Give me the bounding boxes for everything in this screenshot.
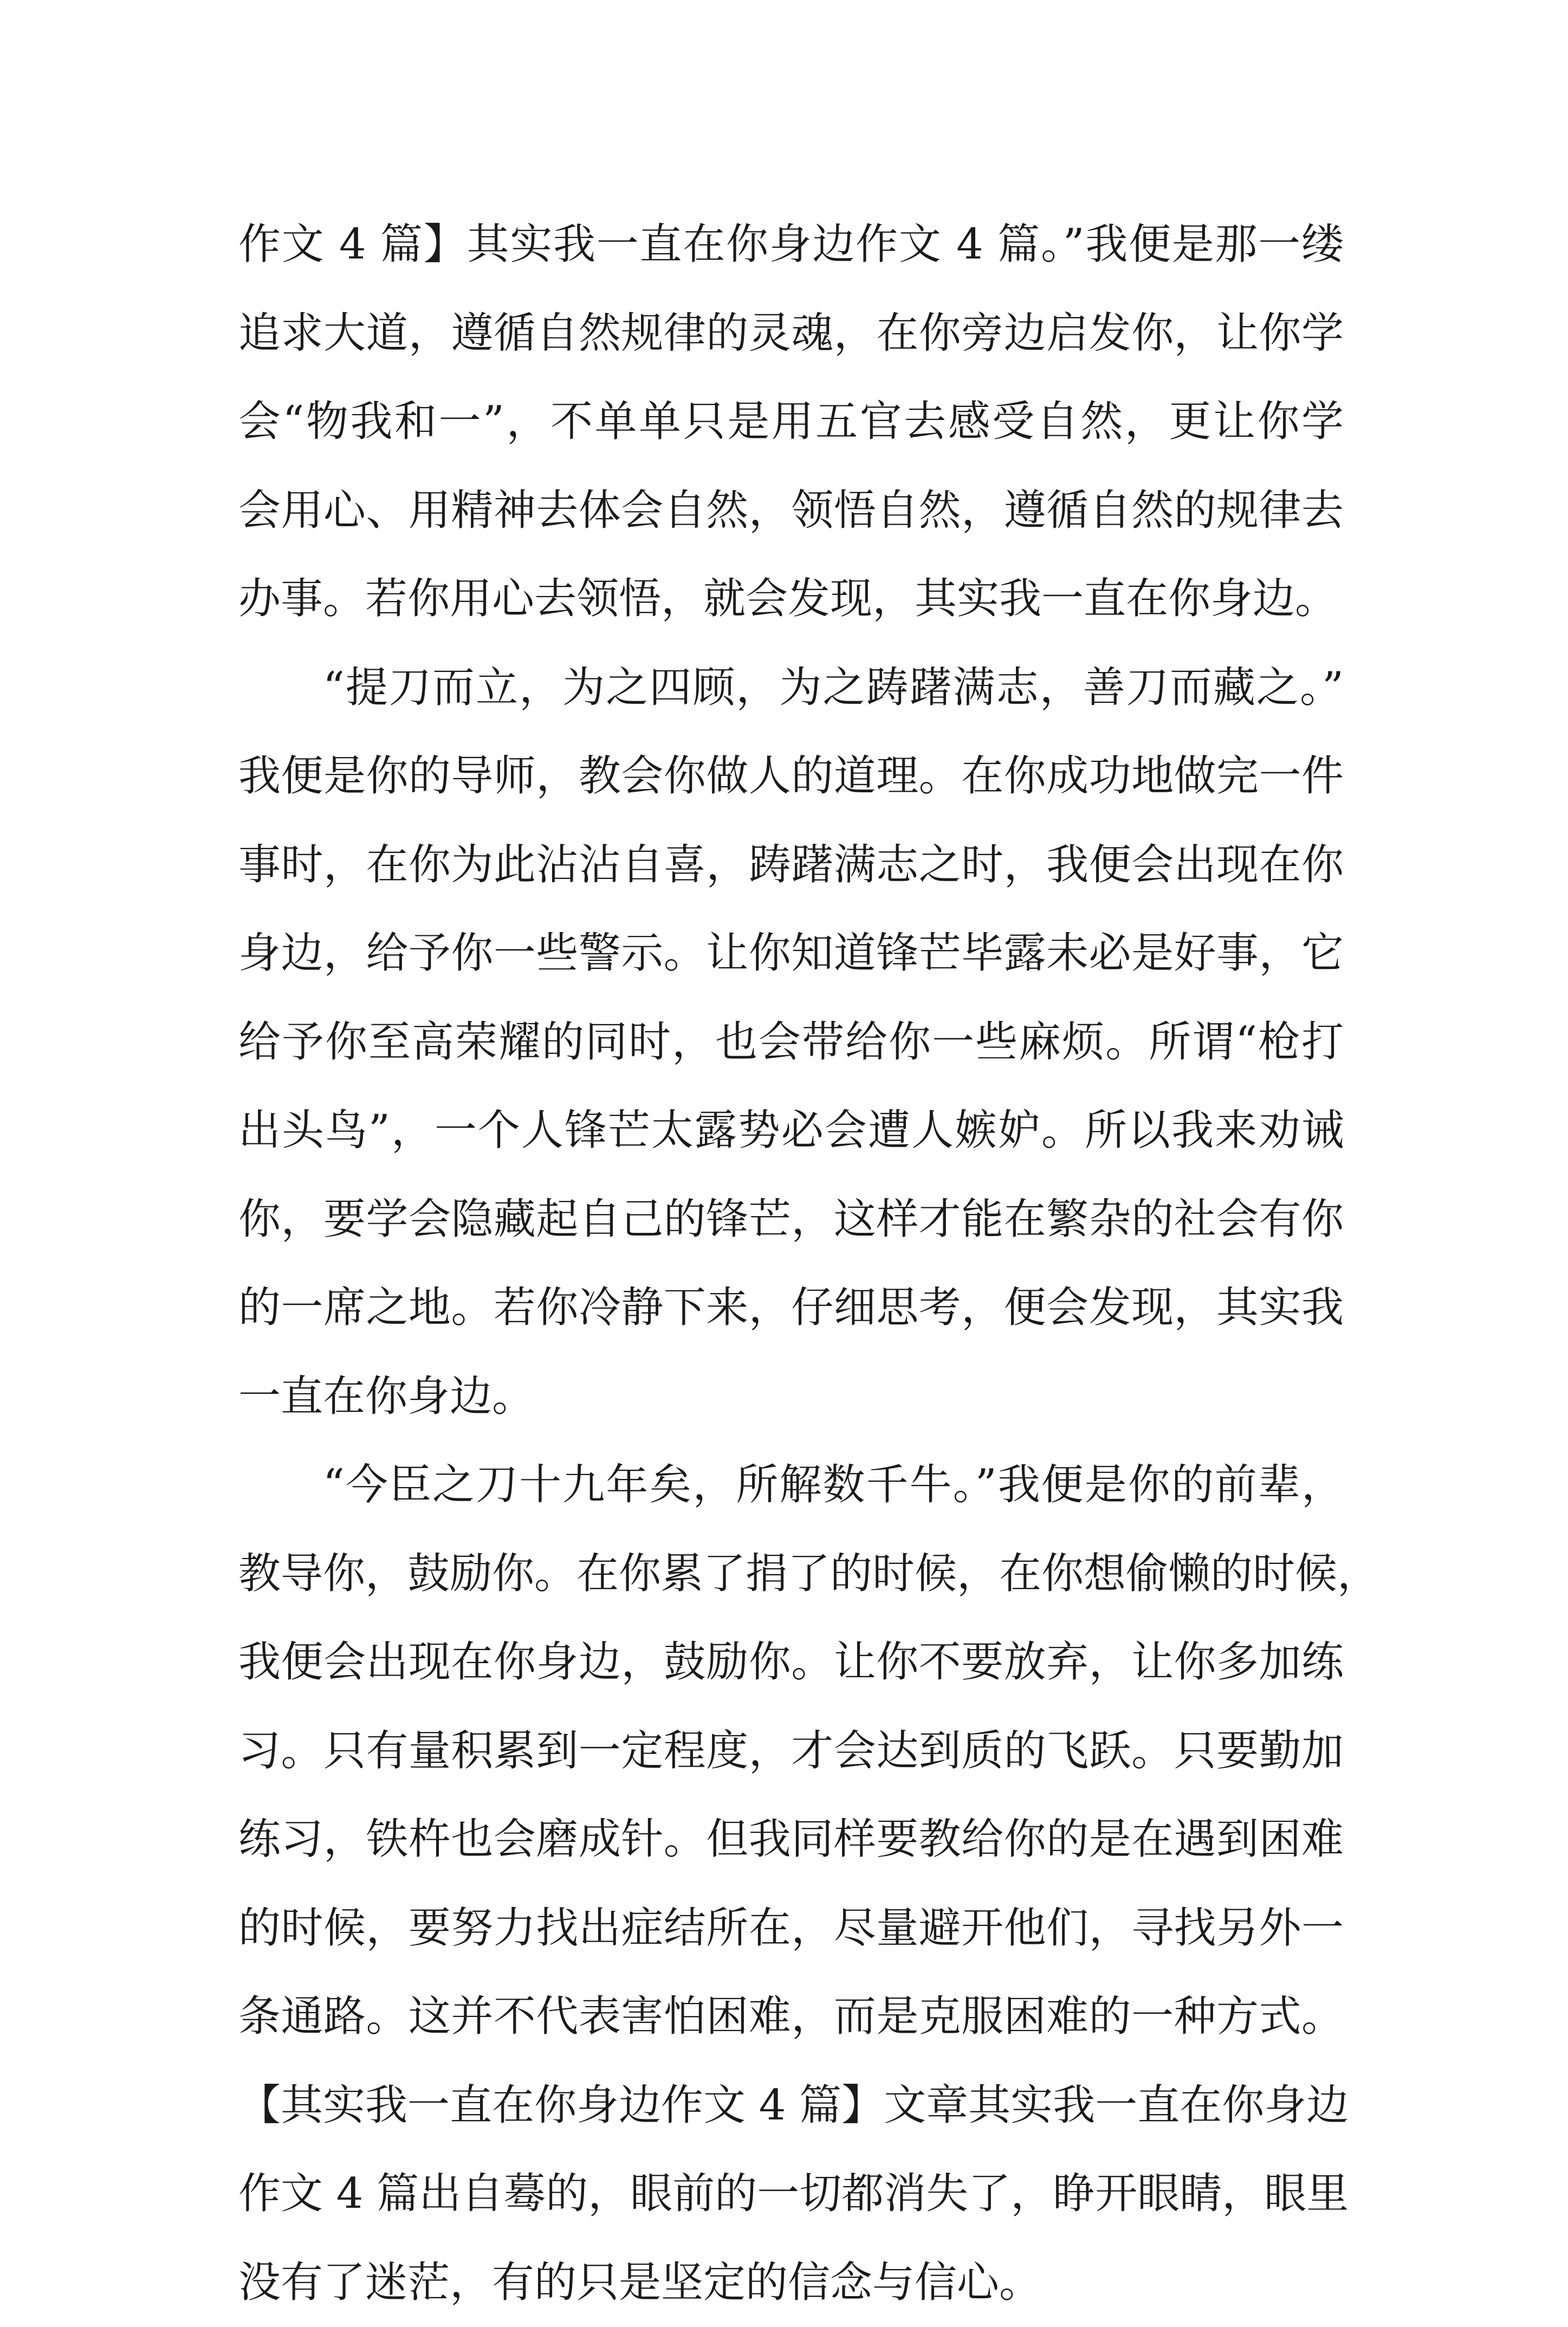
text-line: 习。只有量积累到一定程度，才会达到质的飞跃。只要勤加: [238, 1707, 1344, 1796]
text-line: “今臣之刀十九年矣，所解数千牛。”我便是你的前辈，: [238, 1441, 1344, 1530]
text-line: 我便是你的导师，教会你做人的道理。在你成功地做完一件: [238, 732, 1344, 821]
text-line: 会用心、用精神去体会自然，领悟自然，遵循自然的规律去: [238, 467, 1344, 555]
text-line: 【其实我一直在你身边作文 4 篇】文章其实我一直在你身边: [238, 2061, 1344, 2150]
article-body: [238, 201, 1344, 2327]
text-line: 你，要学会隐藏起自己的锋芒，这样才能在繁杂的社会有你: [238, 1175, 1344, 1264]
text-line: 条通路。这并不代表害怕困难，而是克服困难的一种方式。: [238, 1973, 1344, 2061]
text-line: 会“物我和一”，不单单只是用五官去感受自然，更让你学: [238, 378, 1344, 467]
text-line: 作文 4 篇】其实我一直在你身边作文 4 篇。”我便是那一缕: [238, 201, 1344, 289]
text-line: 事时，在你为此沾沾自喜，踌躇满志之时，我便会出现在你: [238, 821, 1344, 910]
text-line: 的时候，要努力找出症结所在，尽量避开他们，寻找另外一: [238, 1884, 1344, 1973]
text-line: 出头鸟”，一个人锋芒太露势必会遭人嫉妒。所以我来劝诫: [238, 1087, 1344, 1175]
text-line: 没有了迷茫，有的只是坚定的信念与信心。: [238, 2239, 1344, 2327]
text-line: 作文 4 篇出自蓦的，眼前的一切都消失了，睁开眼睛，眼里: [238, 2150, 1344, 2239]
text-line: “提刀而立，为之四顾，为之踌躇满志，善刀而藏之。”: [238, 644, 1344, 733]
text-line: 办事。若你用心去领悟，就会发现，其实我一直在你身边。: [238, 555, 1344, 644]
text-line: 练习，铁杵也会磨成针。但我同样要教给你的是在遇到困难: [238, 1795, 1344, 1884]
text-line: 给予你至高荣耀的同时，也会带给你一些麻烦。所谓“枪打: [238, 998, 1344, 1087]
text-line: 一直在你身边。: [238, 1353, 1344, 1442]
text-line: 我便会出现在你身边，鼓励你。让你不要放弃，让你多加练: [238, 1618, 1344, 1707]
text-line: 身边，给予你一些警示。让你知道锋芒毕露未必是好事，它: [238, 909, 1344, 998]
text-line: 的一席之地。若你冷静下来，仔细思考，便会发现，其实我: [238, 1264, 1344, 1353]
text-line: 教导你，鼓励你。在你累了捐了的时候，在你想偷懒的时候，: [238, 1530, 1344, 1619]
text-line: 追求大道，遵循自然规律的灵魂，在你旁边启发你，让你学: [238, 289, 1344, 378]
